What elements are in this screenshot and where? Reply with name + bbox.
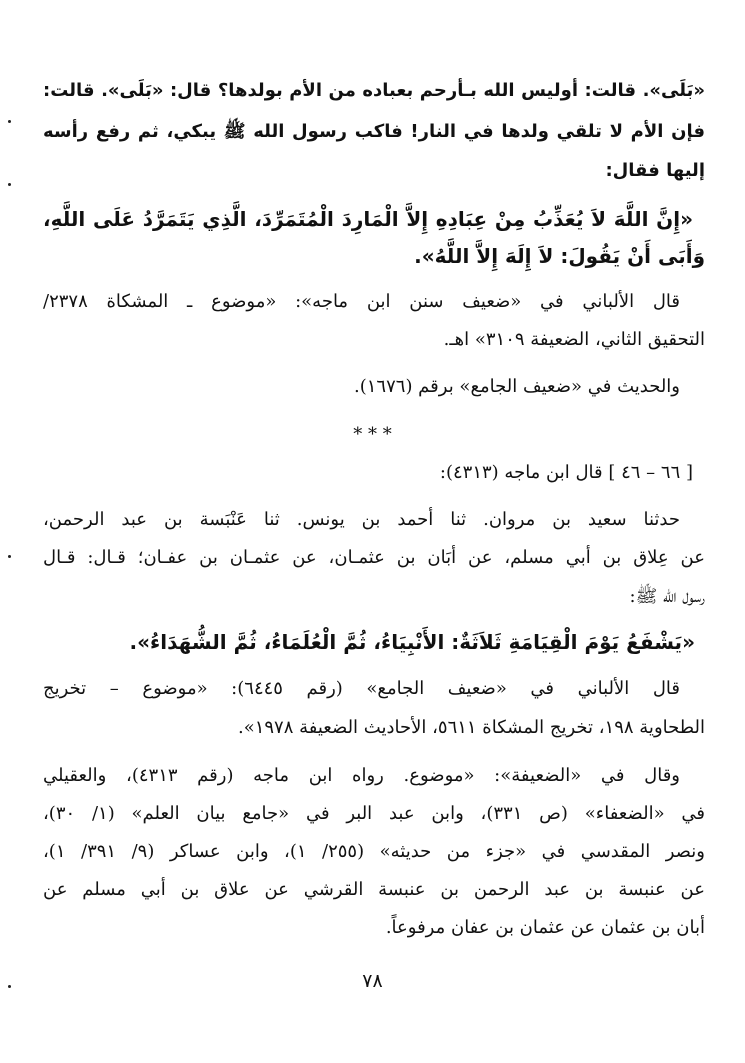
scan-mark	[8, 985, 11, 988]
text-line-15: قال الألباني في «ضعيف الجامع» (رقم ٦٤٤٥): «موضوع – تخريج	[43, 678, 681, 699]
text-line-13: رسول الله ﷺ:	[629, 586, 705, 607]
text-line-12: عن عِلاق بن أبي مسلم، عن أبَان بن عثمـان، عن عثمـان بن عفـان؛ قـال: قـال	[43, 547, 705, 568]
scan-mark	[8, 555, 11, 558]
hadith-line-2: وَأَبَى أَنْ يَقُولَ: لاَ إِلَهَ إِلاَّ اللَّهُ».	[414, 244, 705, 268]
page-number: ٧٨	[362, 970, 383, 992]
text-line-7: التحقيق الثاني، الضعيفة ٣١٠٩» اهـ.	[443, 329, 705, 350]
text-line-11: حدثنا سعيد بن مروان. ثنا أحمد بن يونس. ثنا عَنْبَسة بن عبد الرحمن،	[43, 509, 680, 530]
text-line-18: في «الضعفاء» (ص ٣٣١)، وابن عبد البر في «جامع بيان العلم» (١/ ٣٠)،	[43, 803, 705, 824]
text-line-2: فإن الأم لا تلقي ولدها في النار! فاكب رسول الله ﷺ يبكي، ثم رفع رأسه	[43, 121, 705, 142]
text-line-8: والحديث في «ضعيف الجامع» برقم (١٦٧٦).	[354, 376, 680, 397]
text-line-20: عن عنبسة بن عبد الرحمن بن عنبسة القرشي عن علاق بن أبي مسلم عن	[43, 879, 705, 900]
section-separator: * * *	[353, 424, 392, 445]
hadith-text: «يَشْفَعُ يَوْمَ الْقِيَامَةِ ثَلاَثَةٌ: الأَنْبِيَاءُ، ثُمَّ الْعُلَمَاءُ، ثُمَّ الشُّهَدَاءُ».	[129, 630, 695, 654]
text-line-16: الطحاوية ١٩٨، تخريج المشكاة ٥٦١١، الأحاديث الضعيفة ١٩٧٨».	[237, 717, 705, 738]
text-line-6: قال الألباني في «ضعيف سنن ابن ماجه»: «موضوع ـ المشكاة ٢٣٧٨/	[43, 291, 680, 312]
text-line-1: «بَلَى». قالت: أوليس الله بـأرحم بعباده من الأم بولدها؟ قال: «بَلَى». قالت:	[43, 80, 705, 101]
hadith-heading: [ ٦٦ – ٤٦ ] قال ابن ماجه (٤٣١٣):	[439, 462, 693, 483]
scan-mark	[8, 183, 11, 186]
text-line-19: ونصر المقدسي في «جزء من حديثه» (٢٥٥/ ١)، وابن عساكر (٩/ ٣٩١/ ١)،	[43, 841, 705, 862]
scan-mark	[8, 120, 11, 123]
text-line-17: وقال في «الضعيفة»: «موضوع. رواه ابن ماجه (رقم ٤٣١٣)، والعقيلي	[43, 765, 681, 786]
hadith-line-1: «إِنَّ اللَّهَ لاَ يُعَذِّبُ مِنْ عِبَادِهِ إِلاَّ الْمَارِدَ الْمُتَمَرِّدَ، الَّذِي يَتَمَرَّدُ عَلَى اللَّهِ،	[43, 207, 693, 231]
text-line-21: أبان بن عثمان عن عثمان بن عفان مرفوعاً.	[385, 917, 705, 938]
text-line-3: إليها فقال:	[605, 160, 705, 181]
